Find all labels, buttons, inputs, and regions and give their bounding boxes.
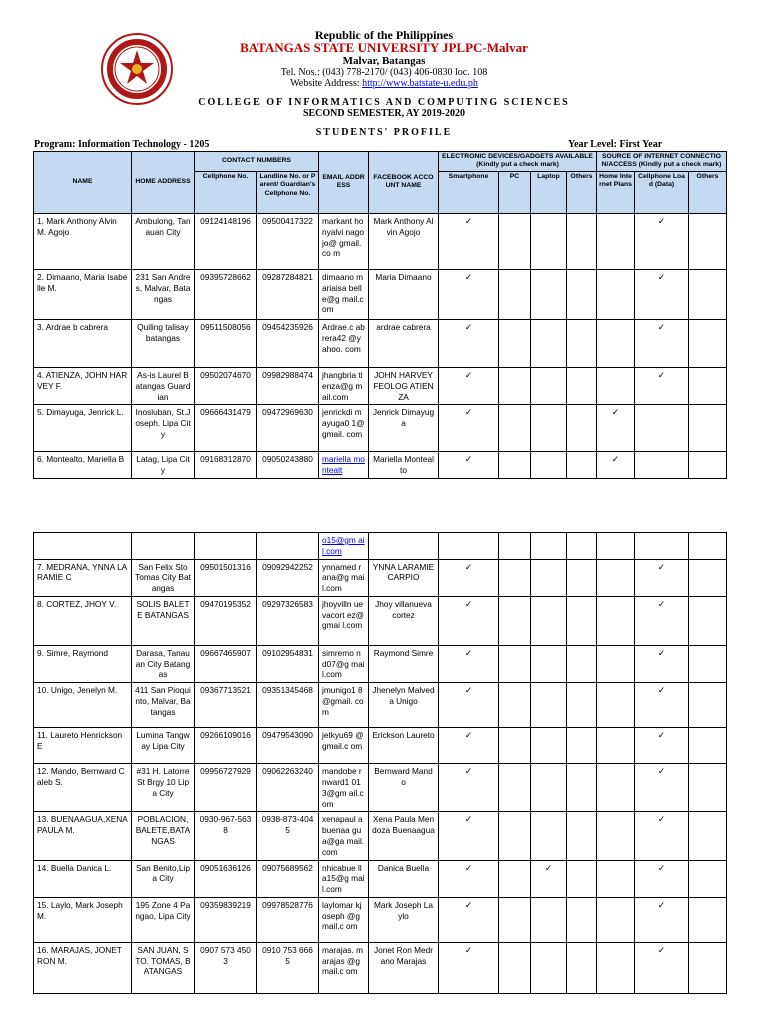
check-smartphone: ✓ [439, 683, 499, 728]
landline-number: 09050243880 [257, 452, 319, 479]
email-address: simremo nd07@g mail.com [319, 645, 369, 682]
check-others2 [689, 812, 727, 860]
check-others2 [689, 942, 727, 993]
check-cell-load: ✓ [635, 860, 689, 897]
home-address: POBLACION, BALETE,BATA NGAS [132, 812, 195, 860]
check-home-plans [597, 559, 635, 596]
check-others2 [689, 533, 727, 560]
cellphone-number: 09359839219 [195, 897, 257, 942]
student-name: 4. ATIENZA, JOHN HARVEY F. [34, 367, 132, 404]
table-row [34, 213, 727, 269]
col-devices: ELECTRONIC DEVICES/GADGETS AVAILABLE (Kindly put a check mark) [439, 152, 597, 172]
landline-number: 09479543090 [257, 728, 319, 764]
check-laptop [531, 405, 567, 452]
cellphone-number: 09956727929 [195, 764, 257, 812]
cellphone-number: 09511508056 [195, 319, 257, 367]
landline-number: 09454235926 [257, 319, 319, 367]
check-smartphone: ✓ [439, 269, 499, 319]
check-laptop [531, 897, 567, 942]
student-name: 2. Dimaano, Maria Isabelle M. [34, 269, 132, 319]
program-label: Program: Information Technology - 1205 [34, 139, 210, 150]
check-laptop [531, 645, 567, 682]
check-laptop [531, 533, 567, 560]
check-cell-load: ✓ [635, 942, 689, 993]
home-address: Latag, Lipa City [132, 452, 195, 479]
table-row [34, 533, 727, 560]
check-pc [499, 645, 531, 682]
col-pc: PC [499, 171, 531, 213]
check-others [567, 405, 597, 452]
check-others [567, 533, 597, 560]
landline-number: 09978528776 [257, 897, 319, 942]
email-address: o15@gm ail.com [319, 533, 369, 560]
facebook-name: Mariella Montealto [369, 452, 439, 479]
check-laptop [531, 367, 567, 404]
check-smartphone: ✓ [439, 213, 499, 269]
check-smartphone: ✓ [439, 645, 499, 682]
home-address [132, 533, 195, 560]
check-pc [499, 452, 531, 479]
check-laptop [531, 942, 567, 993]
check-others2 [689, 645, 727, 682]
check-pc [499, 319, 531, 367]
facebook-name: Raymond Simre [369, 645, 439, 682]
check-others [567, 764, 597, 812]
check-smartphone: ✓ [439, 942, 499, 993]
email-address: jetkyu69 @gmail.c om [319, 728, 369, 764]
check-others [567, 367, 597, 404]
landline-number: 09472969630 [257, 405, 319, 452]
check-cell-load: ✓ [635, 645, 689, 682]
check-cell-load: ✓ [635, 683, 689, 728]
email-address: nhicabue lla15@g mail.com [319, 860, 369, 897]
facebook-name: Jhenelyn Malveda Unigo [369, 683, 439, 728]
check-pc [499, 728, 531, 764]
check-laptop [531, 452, 567, 479]
check-others2 [689, 764, 727, 812]
cellphone-number: 0930-967-5638 [195, 812, 257, 860]
check-home-plans: ✓ [597, 405, 635, 452]
email-address: laylomar kjoseph @gmail.c om [319, 897, 369, 942]
student-name: 5. Dimayuga, Jenrick L. [34, 405, 132, 452]
check-pc [499, 942, 531, 993]
check-home-plans [597, 728, 635, 764]
email-address: jhoyvilln uevacort ez@gmai l.com [319, 596, 369, 645]
check-cell-load: ✓ [635, 319, 689, 367]
home-address: Ambulong, Tanauan City [132, 213, 195, 269]
email-address: mariella montealt [319, 452, 369, 479]
student-name: 11. Laureto Henrickson E [34, 728, 132, 764]
website-label: Website Address: [290, 78, 363, 89]
student-name: 16. MARAJAS, JONET RON M. [34, 942, 132, 993]
website-line [0, 78, 768, 89]
telephone-line: Tel. Nos.: (043) 778-2170/ (043) 406-0830 loc. 108 [280, 67, 488, 78]
student-name: 14. Buella Danica L. [34, 860, 132, 897]
col-others2: Others [689, 171, 727, 213]
col-landline: Landline No. or Parent/ Guardian's Cellphone No. [257, 171, 319, 213]
email-address: jmunigo1 8@gmail. com [319, 683, 369, 728]
check-pc [499, 559, 531, 596]
student-name [34, 533, 132, 560]
email-address: jhangbria tienza@g mail.com [319, 367, 369, 404]
table-row [34, 683, 727, 728]
cellphone-number: 09266109016 [195, 728, 257, 764]
check-smartphone: ✓ [439, 319, 499, 367]
check-laptop [531, 319, 567, 367]
year-level-label: Year Level: First Year [568, 139, 663, 150]
col-cell-load: Cellphone Load (Data) [635, 171, 689, 213]
republic-line: Republic of the Philippines [314, 28, 454, 42]
landline-number: 09062263240 [257, 764, 319, 812]
check-cell-load: ✓ [635, 596, 689, 645]
check-laptop [531, 764, 567, 812]
check-laptop [531, 683, 567, 728]
check-pc [499, 367, 531, 404]
facebook-name: Maria Dimaano [369, 269, 439, 319]
home-address: Lumina Tangway Lipa City [132, 728, 195, 764]
cellphone-number: 09168312870 [195, 452, 257, 479]
check-others [567, 596, 597, 645]
check-cell-load [635, 405, 689, 452]
check-cell-load: ✓ [635, 812, 689, 860]
check-home-plans [597, 269, 635, 319]
check-pc [499, 405, 531, 452]
email-address: marajas. marajas @gmail.c om [319, 942, 369, 993]
check-smartphone: ✓ [439, 812, 499, 860]
landline-number: 09075689562 [257, 860, 319, 897]
table-row [34, 812, 727, 860]
facebook-name: Jenrick Dimayuga [369, 405, 439, 452]
email-address: markant honyalvi nagojo@ gmail.co m [319, 213, 369, 269]
home-address: 195 Zone 4 Pangao, Lipa City [132, 897, 195, 942]
student-name: 9. Simre, Raymond [34, 645, 132, 682]
cellphone-number: 09470195352 [195, 596, 257, 645]
check-others2 [689, 559, 727, 596]
check-home-plans [597, 319, 635, 367]
check-smartphone: ✓ [439, 405, 499, 452]
check-smartphone: ✓ [439, 764, 499, 812]
facebook-name: Erickson Laureto [369, 728, 439, 764]
check-cell-load: ✓ [635, 764, 689, 812]
facebook-name: JOHN HARVEY FEOLOG ATIENZA [369, 367, 439, 404]
check-home-plans [597, 596, 635, 645]
table-row [34, 764, 727, 812]
check-home-plans [597, 942, 635, 993]
student-name: 15. Laylo, Mark Joseph M. [34, 897, 132, 942]
check-pc [499, 764, 531, 812]
check-pc [499, 269, 531, 319]
check-others2 [689, 319, 727, 367]
table-row [34, 728, 727, 764]
profile-title: STUDENTS' PROFILE [315, 127, 453, 138]
email-address: jenrickdi mayuga0 1@gmail. com [319, 405, 369, 452]
col-name: NAME [34, 152, 132, 214]
check-cell-load: ✓ [635, 213, 689, 269]
check-others2 [689, 367, 727, 404]
check-others [567, 213, 597, 269]
check-others [567, 319, 597, 367]
home-address: Quiling talisay batangas [132, 319, 195, 367]
cellphone-number: 09667465907 [195, 645, 257, 682]
home-address: 411 San Pioquinto, Malvar, Batangas [132, 683, 195, 728]
col-internet: SOURCE OF INTERNET CONNECTION/ACCESS (Kindly put a check mark) [597, 152, 727, 172]
table-row [34, 319, 727, 367]
check-others [567, 452, 597, 479]
check-cell-load: ✓ [635, 897, 689, 942]
check-pc [499, 533, 531, 560]
cellphone-number: 0907 573 4503 [195, 942, 257, 993]
check-others2 [689, 405, 727, 452]
facebook-name [369, 533, 439, 560]
check-others [567, 812, 597, 860]
facebook-name: YNNA LARAMIE CARPIO [369, 559, 439, 596]
facebook-name: Mark Joseph Laylo [369, 897, 439, 942]
cellphone-number: 09051636126 [195, 860, 257, 897]
cellphone-number: 09395728662 [195, 269, 257, 319]
facebook-name: Jhoy villanueva cortez [369, 596, 439, 645]
check-others2 [689, 860, 727, 897]
cellphone-number: 09666431479 [195, 405, 257, 452]
check-laptop [531, 812, 567, 860]
check-home-plans [597, 860, 635, 897]
table-row [34, 452, 727, 479]
landline-number: 0910 753 6665 [257, 942, 319, 993]
col-smartphone: Smartphone [439, 171, 499, 213]
col-facebook: FACEBOOK ACCOUNT NAME [369, 152, 439, 214]
student-name: 12. Mando, Bernward Caleb S. [34, 764, 132, 812]
university-name: BATANGAS STATE UNIVERSITY JPLPC-Malvar [240, 40, 528, 55]
check-others [567, 897, 597, 942]
check-others [567, 645, 597, 682]
student-name: 10. Unigo, Jenelyn M. [34, 683, 132, 728]
col-laptop: Laptop [531, 171, 567, 213]
check-others2 [689, 728, 727, 764]
check-others [567, 942, 597, 993]
check-home-plans: ✓ [597, 452, 635, 479]
check-pc [499, 812, 531, 860]
facebook-name: Xena Paula Mendoza Buenaagua [369, 812, 439, 860]
landline-number: 09297326583 [257, 596, 319, 645]
check-home-plans [597, 213, 635, 269]
facebook-name: Danica Buella [369, 860, 439, 897]
student-name: 6. Montealto, Mariella B [34, 452, 132, 479]
col-home-plans: Home Internet Plans [597, 171, 635, 213]
student-name: 1. Mark Anthony Alvin M. Agojo [34, 213, 132, 269]
home-address: Darasa, Tanauan City Batangas [132, 645, 195, 682]
check-others [567, 683, 597, 728]
check-others2 [689, 213, 727, 269]
check-laptop [531, 728, 567, 764]
col-email: EMAIL ADDRESS [319, 152, 369, 214]
check-cell-load [635, 452, 689, 479]
check-smartphone: ✓ [439, 596, 499, 645]
table-row [34, 269, 727, 319]
check-laptop [531, 559, 567, 596]
cellphone-number: 09124148196 [195, 213, 257, 269]
check-laptop [531, 213, 567, 269]
landline-number: 09982988474 [257, 367, 319, 404]
check-home-plans [597, 897, 635, 942]
check-others [567, 728, 597, 764]
email-address: ynnamed rana@g mail.com [319, 559, 369, 596]
check-cell-load: ✓ [635, 559, 689, 596]
col-others: Others [567, 171, 597, 213]
check-laptop [531, 596, 567, 645]
table-row [34, 405, 727, 452]
check-laptop [531, 269, 567, 319]
home-address: As-is Laurel Batangas Guardian [132, 367, 195, 404]
check-cell-load: ✓ [635, 728, 689, 764]
facebook-name: Mark Anthony Alvin Agojo [369, 213, 439, 269]
check-pc [499, 213, 531, 269]
website-link[interactable]: http://www.batstate-u.edu.ph [362, 78, 478, 89]
check-home-plans [597, 812, 635, 860]
check-home-plans [597, 645, 635, 682]
col-home-address: HOME ADDRESS [132, 152, 195, 214]
table-row [34, 942, 727, 993]
student-name: 3. Ardrae b cabrera [34, 319, 132, 367]
table-row [34, 367, 727, 404]
check-smartphone [439, 533, 499, 560]
check-laptop: ✓ [531, 860, 567, 897]
check-cell-load: ✓ [635, 367, 689, 404]
check-home-plans [597, 683, 635, 728]
landline-number: 09287284821 [257, 269, 319, 319]
campus-city: Malvar, Batangas [342, 55, 426, 67]
email-address: dimaano mariaisa belle@g mail.com [319, 269, 369, 319]
landline-number: 09102954831 [257, 645, 319, 682]
check-others [567, 860, 597, 897]
check-smartphone: ✓ [439, 897, 499, 942]
check-others [567, 269, 597, 319]
email-address: mandobe rnward1 013@gm ail.com [319, 764, 369, 812]
table-row [34, 596, 727, 645]
email-address: xenapaul abuenaa gua@ga mail.com [319, 812, 369, 860]
check-others2 [689, 269, 727, 319]
facebook-name: ardrae cabrera [369, 319, 439, 367]
home-address: San Benito,Lipa City [132, 860, 195, 897]
check-cell-load [635, 533, 689, 560]
check-pc [499, 897, 531, 942]
landline-number [257, 533, 319, 560]
check-smartphone: ✓ [439, 860, 499, 897]
landline-number: 09092942252 [257, 559, 319, 596]
check-smartphone: ✓ [439, 367, 499, 404]
check-pc [499, 860, 531, 897]
check-smartphone: ✓ [439, 452, 499, 479]
cellphone-number: 09367713521 [195, 683, 257, 728]
table-row [34, 559, 727, 596]
check-others2 [689, 897, 727, 942]
students-table-page2 [33, 532, 727, 994]
email-address: Ardrae.c abrera42 @yahoo. com [319, 319, 369, 367]
landline-number: 0938-873-4045 [257, 812, 319, 860]
landline-number: 09351345468 [257, 683, 319, 728]
landline-number: 09500417322 [257, 213, 319, 269]
cellphone-number [195, 533, 257, 560]
col-contact-numbers: CONTACT NUMBERS [195, 152, 319, 172]
student-name: 8. CORTEZ, JHOY V. [34, 596, 132, 645]
check-cell-load: ✓ [635, 269, 689, 319]
home-address: #31 H. Latorre St Brgy 10 Lipa City [132, 764, 195, 812]
check-others [567, 559, 597, 596]
check-pc [499, 596, 531, 645]
home-address: San Felix Sto Tomas City Batangas [132, 559, 195, 596]
home-address: SAN JUAN, STO. TOMAS, BATANGAS [132, 942, 195, 993]
home-address: SOLIS BALETE BATANGAS [132, 596, 195, 645]
college-name: COLLEGE OF INFORMATICS AND COMPUTING SCIENCES [198, 97, 570, 108]
home-address: Inosluban, St.Joseph. Lipa City [132, 405, 195, 452]
check-others2 [689, 683, 727, 728]
check-home-plans [597, 367, 635, 404]
students-table-page1 [33, 151, 727, 479]
check-smartphone: ✓ [439, 559, 499, 596]
check-home-plans [597, 533, 635, 560]
facebook-name: Jonet Ron Medrano Marajas [369, 942, 439, 993]
check-others2 [689, 596, 727, 645]
check-others2 [689, 452, 727, 479]
cellphone-number: 09502074670 [195, 367, 257, 404]
check-pc [499, 683, 531, 728]
table-row [34, 645, 727, 682]
student-name: 7. MEDRANA, YNNA LARAMIE C [34, 559, 132, 596]
table-row [34, 897, 727, 942]
check-home-plans [597, 764, 635, 812]
table-row [34, 860, 727, 897]
col-cellphone: Cellphone No. [195, 171, 257, 213]
cellphone-number: 09501501316 [195, 559, 257, 596]
student-name: 13. BUENAAGUA,XENA PAULA M. [34, 812, 132, 860]
semester-line: SECOND SEMESTER, AY 2019-2020 [302, 108, 466, 119]
check-smartphone: ✓ [439, 728, 499, 764]
facebook-name: Bernward Mando [369, 764, 439, 812]
home-address: 231 San Andres, Malvar, Batangas [132, 269, 195, 319]
